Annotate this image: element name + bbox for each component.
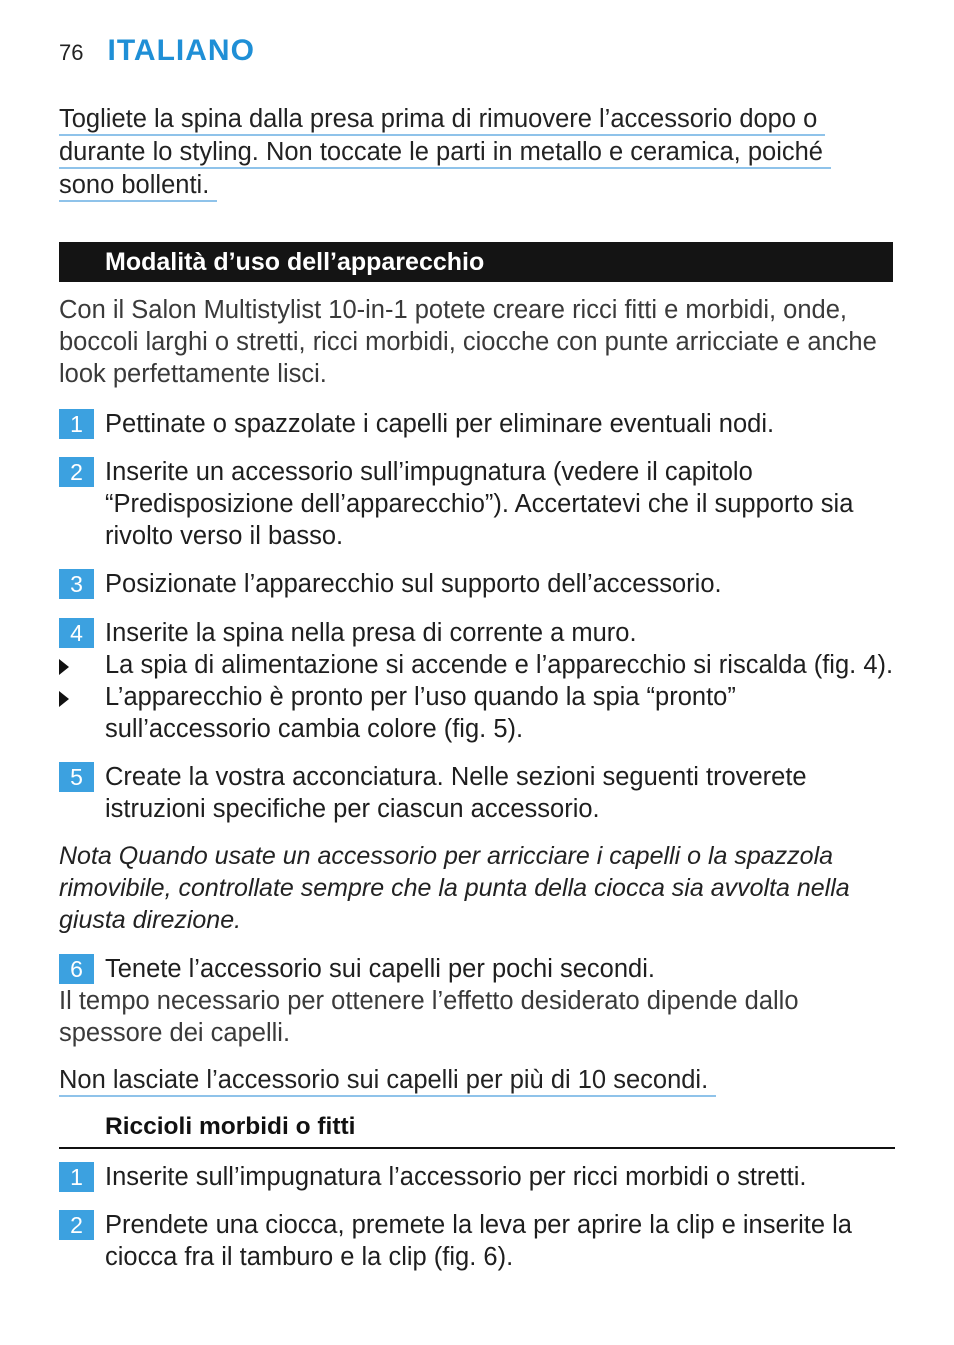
- section-heading-bar: [59, 242, 893, 282]
- warning-line: Non lasciate l’accessorio sui capelli per più di 10 secondi.: [59, 1065, 716, 1097]
- step-line: istruzioni specifiche per ciascun accessorio.: [105, 795, 600, 823]
- warning-unplug: [59, 103, 869, 202]
- subsection-title: Riccioli morbidi o fitti: [105, 1113, 356, 1140]
- intro-line: Con il Salon Multistylist 10-in-1 potete creare ricci fitti e morbidi, onde,: [59, 296, 847, 324]
- page-number: 76: [59, 40, 84, 65]
- step-6-detail: [59, 985, 909, 1049]
- section-title: Modalità d’uso dell’apparecchio: [105, 248, 485, 276]
- step-number-badge: 5: [59, 762, 94, 792]
- step-number-badge: 4: [59, 618, 94, 648]
- bullet-text: [105, 681, 736, 745]
- subsection-divider: [59, 1147, 895, 1149]
- step-text: [105, 953, 655, 985]
- step-number-badge: 1: [59, 1162, 94, 1192]
- step-text: [105, 1161, 807, 1193]
- note-line: giusta direzione.: [59, 906, 242, 934]
- page-header: [59, 34, 255, 74]
- note-line: Nota Quando usate un accessorio per arricciare i capelli o la spazzola: [59, 842, 834, 870]
- bullet-arrow-icon: [59, 691, 69, 707]
- step-number-badge: 3: [59, 569, 94, 599]
- language-heading: ITALIANO: [107, 34, 255, 67]
- intro-line: look perfettamente lisci.: [59, 360, 327, 388]
- step-text: [105, 568, 722, 600]
- step-text: [105, 761, 807, 825]
- bullet-arrow-icon: [59, 659, 69, 675]
- step-text: [105, 408, 774, 440]
- detail-line: spessore dei capelli.: [59, 1019, 291, 1047]
- step-text: [105, 456, 853, 552]
- warning-time-limit: [59, 1064, 869, 1097]
- warning-line: durante lo styling. Non toccate le parti in metallo e ceramica, poiché: [59, 137, 831, 169]
- step-line: Create la vostra acconciatura. Nelle sezioni seguenti troverete: [105, 763, 807, 791]
- detail-line: Il tempo necessario per ottenere l’effetto desiderato dipende dallo: [59, 987, 799, 1015]
- step-line: rivolto verso il basso.: [105, 522, 344, 550]
- intro-paragraph: [59, 294, 909, 390]
- bullet-line: sull’accessorio cambia colore (fig. 5).: [105, 715, 524, 743]
- step-line: Inserite la spina nella presa di corrente a muro.: [105, 619, 637, 647]
- step-line: Inserite un accessorio sull’impugnatura (vedere il capitolo: [105, 458, 753, 486]
- step-text: [105, 617, 637, 649]
- bullet-line: L’apparecchio è pronto per l’uso quando la spia “pronto”: [105, 683, 736, 711]
- step-number-badge: 2: [59, 1210, 94, 1240]
- step-line: Posizionate l’apparecchio sul supporto dell’accessorio.: [105, 570, 722, 598]
- step-line: “Predisposizione dell’apparecchio”). Accertatevi che il supporto sia: [105, 490, 854, 518]
- note-line: rimovibile, controllate sempre che la punta della ciocca sia avvolta nella: [59, 874, 850, 902]
- step-line: Tenete l’accessorio sui capelli per pochi secondi.: [105, 955, 655, 983]
- bullet-line: La spia di alimentazione si accende e l’apparecchio si riscalda (fig. 4).: [105, 651, 894, 679]
- step-text: [105, 1209, 852, 1273]
- step-number-badge: 6: [59, 954, 94, 984]
- warning-line: Togliete la spina dalla presa prima di rimuovere l’accessorio dopo o: [59, 104, 825, 136]
- step-line: ciocca fra il tamburo e la clip (fig. 6).: [105, 1243, 514, 1271]
- step-line: Inserite sull’impugnatura l’accessorio per ricci morbidi o stretti.: [105, 1163, 807, 1191]
- bullet-text: [105, 649, 893, 681]
- step-line: Prendete una ciocca, premete la leva per aprire la clip e inserite la: [105, 1211, 852, 1239]
- step-number-badge: 1: [59, 409, 94, 439]
- step-line: Pettinate o spazzolate i capelli per eliminare eventuali nodi.: [105, 410, 775, 438]
- intro-line: boccoli larghi o stretti, ricci morbidi, ciocche con punte arricciate e anche: [59, 328, 877, 356]
- warning-line: sono bollenti.: [59, 170, 217, 202]
- step-number-badge: 2: [59, 457, 94, 487]
- note-paragraph: [59, 840, 850, 936]
